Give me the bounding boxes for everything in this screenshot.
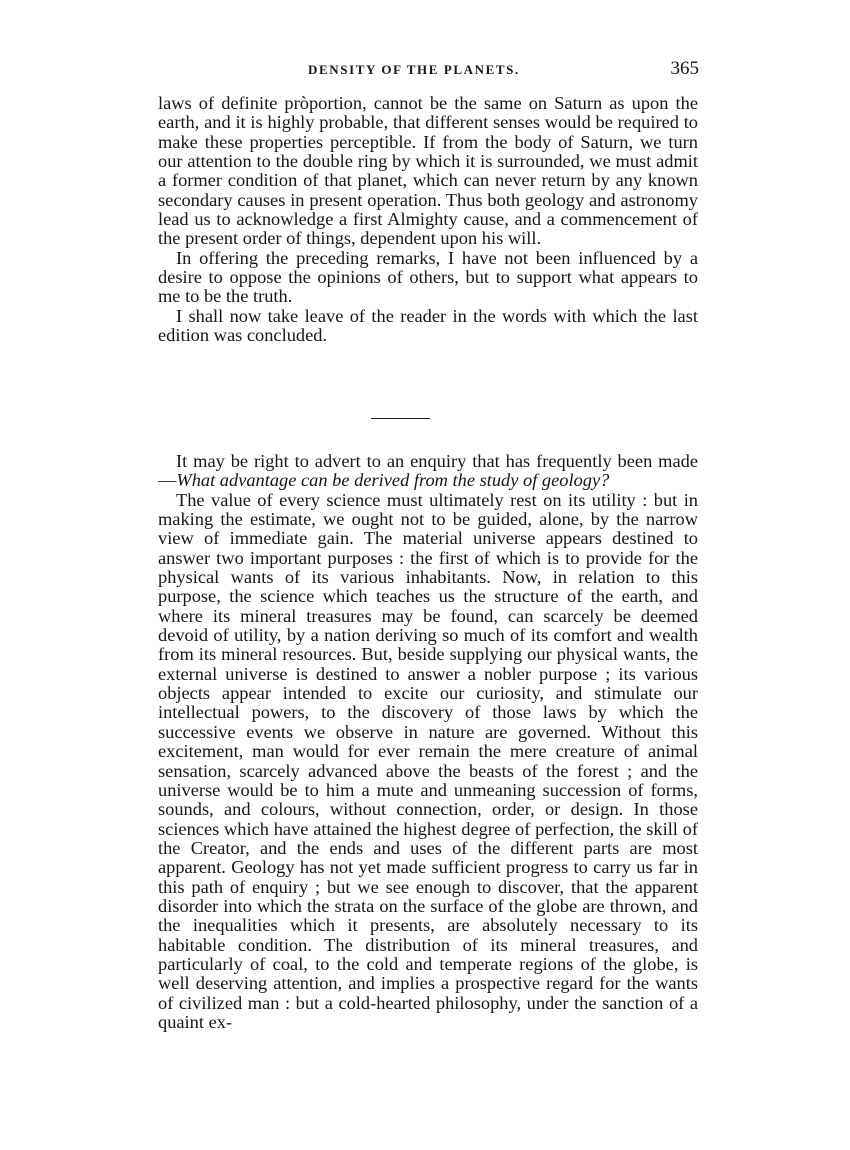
text-section-two <box>158 452 698 1032</box>
running-header <box>158 60 703 86</box>
page-number: 365 <box>670 58 699 79</box>
enquiry-italic-question: What advantage can be derived from the study of geology? <box>176 470 610 491</box>
paragraph-continuation: laws of definite pròportion, cannot be the same on Saturn as upon the earth, and it is highly probable, that different senses would be required to make these properties perceptible. If from the body of Saturn, we turn our attention to the double ring by which it is surrounded, we must admit a former condition of that planet, which can never return by any known secondary causes in present operation. Thus both geology and astronomy lead us to acknowledge a first Almighty cause, and a commencement of the present order of things, dependent upon his will. <box>158 93 698 249</box>
running-title: DENSITY OF THE PLANETS. <box>308 62 520 77</box>
paragraph-enquiry <box>158 452 698 491</box>
paragraph-take-leave: I shall now take leave of the reader in the words with which the last edition was concluded. <box>158 305 698 346</box>
enquiry-lead-text: It may be right to advert to an enquiry that has frequently been made— <box>158 451 698 491</box>
paragraph-value-of-science: The value of every science must ultimately rest on its utility : but in making the estimate, we ought not to be guided, alone, by the narrow view of immediate gain. The material universe appears destined to answer two important purposes : the first of which is to provide for the physical wants of its various inhabitants. Now, in relation to this purpose, the science which teaches us the structure of the earth, and where its mineral treasures may be found, can scarcely be deemed devoid of utility, by a nation deriving so much of its comfort and wealth from its mineral resources. But, beside supplying our physical wants, the external universe is destined to answer a nobler purpose ; its various objects appear intended to excite our curiosity, and stimulate our intellectual powers, to the discovery of those laws by which the successive events we observe in nature are governed. Without this excitement, man would for ever remain the mere creature of animal sensation, scarcely advanced above the beasts of the forest ; and the universe would be to him a mute and unmeaning succession of forms, sounds, and colours, without connection, order, or design. In those sciences which have attained the highest degree of perfection, the skill of the Creator, and the ends and uses of the different parts are most apparent. Geology has not yet made sufficient progress to carry us far in this path of enquiry ; but we see enough to discover, that the apparent disorder into which the strata on the surface of the globe are thrown, and the inequalities which it presents, are absolutely necessary to its habitable condition. The distribution of its mineral treasures, and particularly of coal, to the cold and temperate regions of the globe, is well deserving attention, and implies a prospective regard for the wants of civilized man : but a cold-hearted philosophy, under the sanction of a quaint ex- <box>158 489 698 1032</box>
section-divider <box>371 418 430 419</box>
paragraph-preceding-remarks: In offering the preceding remarks, I have not been influenced by a desire to oppose the opinions of others, but to support what appears to me to be the truth. <box>158 247 698 307</box>
text-section-one <box>158 94 698 345</box>
